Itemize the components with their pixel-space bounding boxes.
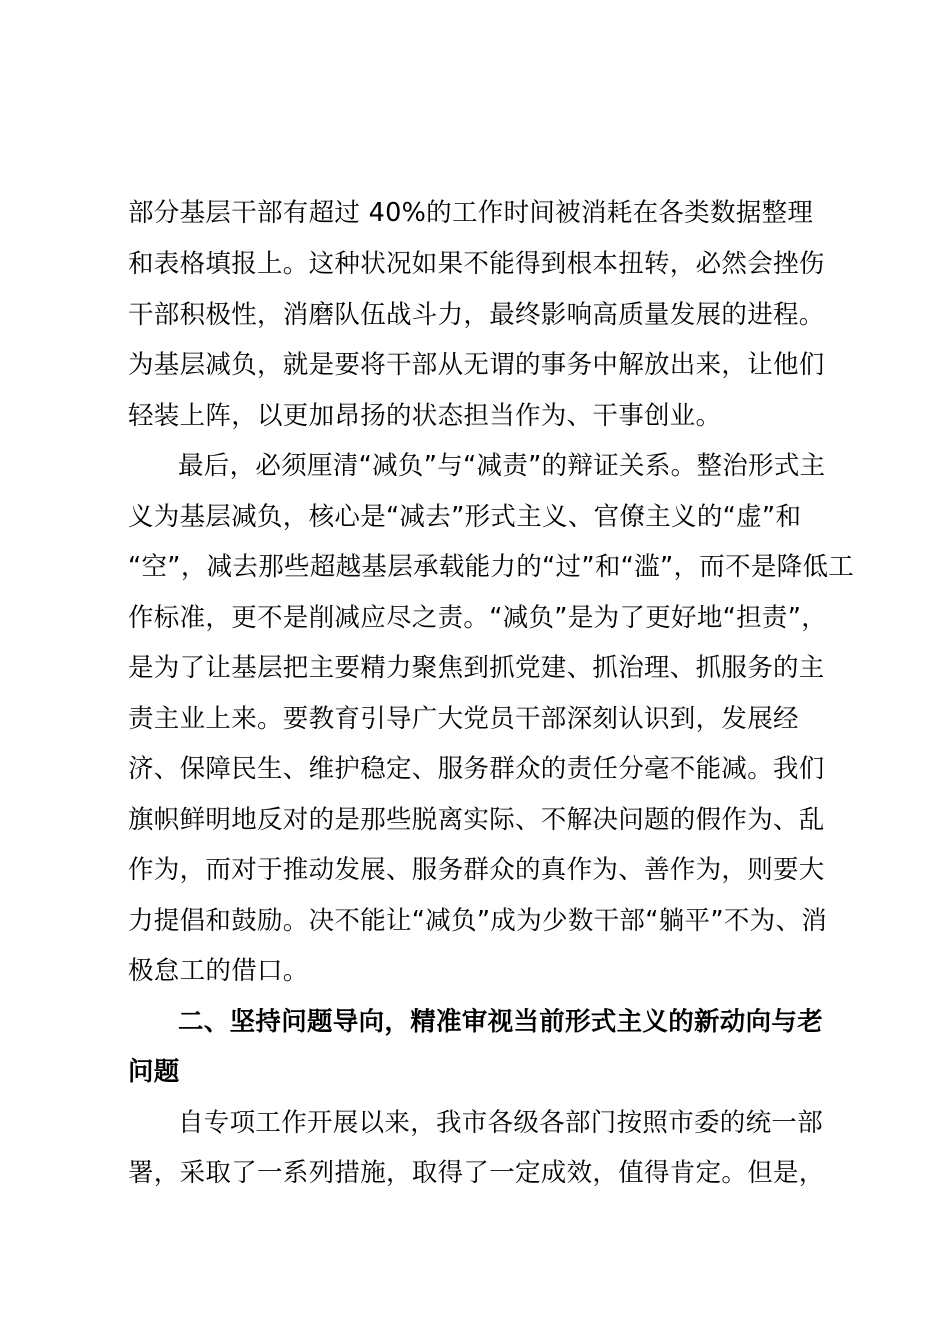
section-heading: 二、坚持问题导向，精准审视当前形式主义的新动向与老 <box>178 1007 824 1037</box>
paragraph-line: 自专项工作开展以来，我市各级各部门按照市委的统一部 <box>178 1108 824 1138</box>
paragraph-line: 济、保障民生、维护稳定、服务群众的责任分毫不能减。我们 <box>128 754 825 784</box>
paragraph-line: 义为基层减负，核心是“减去”形式主义、官僚主义的“虚”和 <box>128 502 802 532</box>
paragraph-line: 责主业上来。要教育引导广大党员干部深刻认识到，发展经 <box>128 704 799 734</box>
paragraph-line: 最后，必须厘清“减负”与“减责”的辩证关系。整治形式主 <box>178 451 826 481</box>
section-heading: 问题 <box>128 1057 180 1087</box>
paragraph-line: 轻装上阵，以更加昂扬的状态担当作为、干事创业。 <box>128 401 722 431</box>
paragraph-line: 极怠工的借口。 <box>128 956 309 986</box>
paragraph-line: 和表格填报上。这种状况如果不能得到根本扭转，必然会挫伤 <box>128 249 825 279</box>
paragraph-line: 部分基层干部有超过 40%的工作时间被消耗在各类数据整理 <box>128 198 814 228</box>
paragraph-line: 力提倡和鼓励。决不能让“减负”成为少数干部“躺平”不为、消 <box>128 906 828 936</box>
paragraph-line: “空”，减去那些超越基层承载能力的“过”和“滥”，而不是降低工 <box>128 552 855 582</box>
paragraph-line: 旗帜鲜明地反对的是那些脱离实际、不解决问题的假作为、乱 <box>128 805 825 835</box>
paragraph-line: 是为了让基层把主要精力聚焦到抓党建、抓治理、抓服务的主 <box>128 653 825 683</box>
paragraph-line: 作标准，更不是削减应尽之责。“减负”是为了更好地“担责”， <box>128 603 828 633</box>
paragraph-line: 作为，而对于推动发展、服务群众的真作为、善作为，则要大 <box>128 855 825 885</box>
paragraph-line: 干部积极性，消磨队伍战斗力，最终影响高质量发展的进程。 <box>128 300 825 330</box>
paragraph-line: 署，采取了一系列措施，取得了一定成效，值得肯定。但是， <box>128 1158 825 1188</box>
paragraph-line: 为基层减负，就是要将干部从无谓的事务中解放出来，让他们 <box>128 350 825 380</box>
